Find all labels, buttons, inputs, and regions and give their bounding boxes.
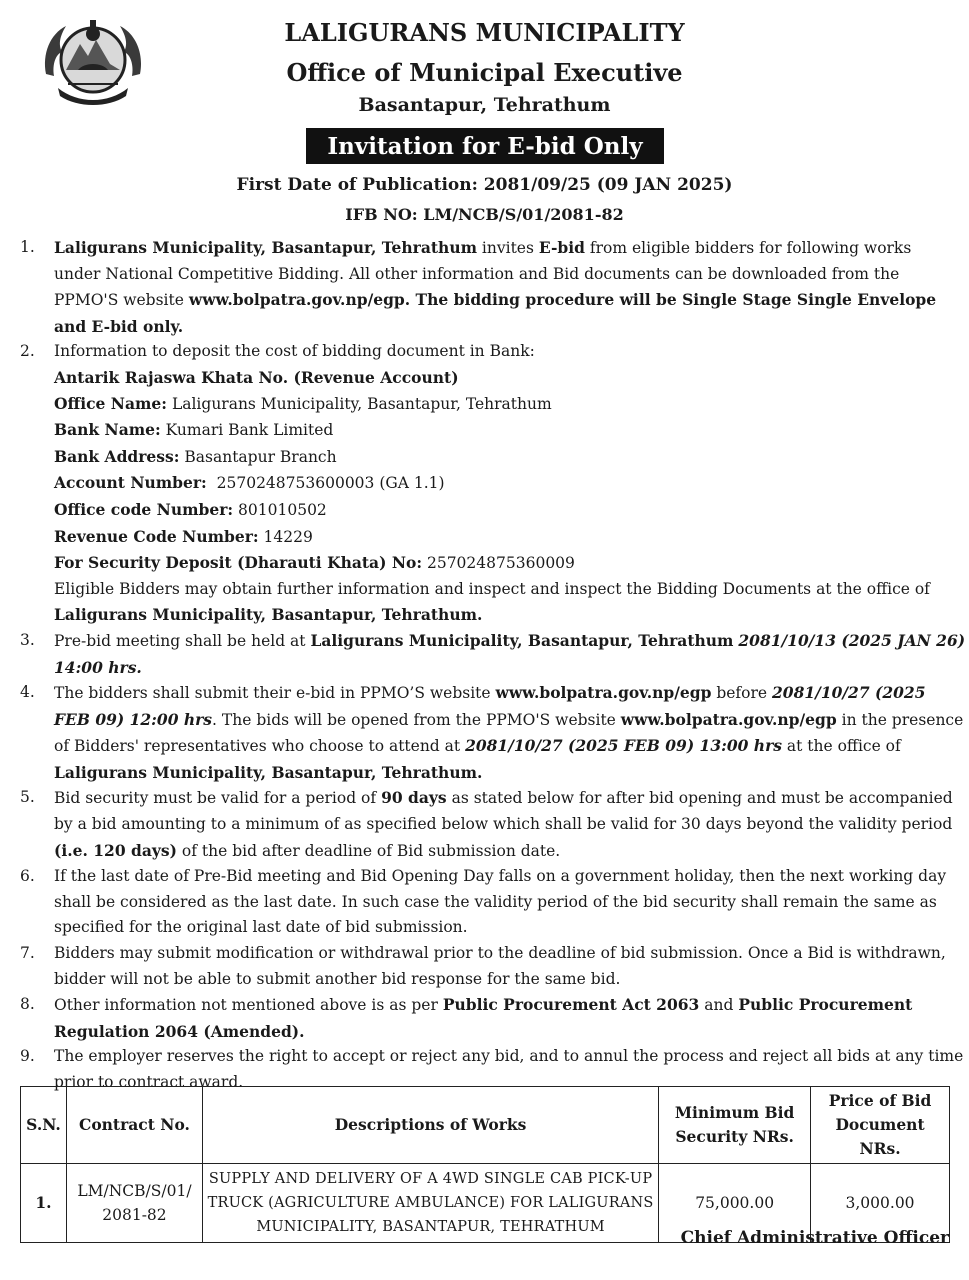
text: Public Procurement — [738, 995, 913, 1015]
field-label: Office Name: — [54, 393, 168, 413]
text: (i.e. 120 days) — [54, 840, 177, 860]
signatory-title: Chief Administrative Officer — [680, 1228, 949, 1248]
text: Other information not mentioned above is as per — [54, 996, 443, 1015]
header-line: Minimum Bid — [674, 1103, 795, 1122]
list-item — [20, 941, 950, 992]
text-line: Laligurans Municipality, Basantapur, Tehrathum. — [54, 762, 483, 782]
text: Bid security must be valid for a period of — [54, 789, 382, 808]
text: 90 days — [381, 788, 447, 808]
text-line: prior to contract award. — [54, 1073, 244, 1091]
list-item — [20, 680, 964, 785]
text: from eligible bidders for following works — [584, 239, 912, 257]
field-value: 801010502 — [233, 500, 327, 519]
text-line: and E-bid only. — [54, 316, 184, 336]
text-line: shall be considered as the last date. In such case the validity period of the bid security shall remain the same as — [54, 892, 937, 911]
field-value: Kumari Bank Limited — [160, 421, 334, 440]
column-header-sn: S.N. — [21, 1087, 67, 1164]
item-number: 8. — [20, 995, 35, 1014]
text-line — [54, 235, 950, 262]
text: Pre-bid meeting shall be held at — [54, 631, 311, 650]
time-text: 14:00 hrs. — [54, 657, 142, 677]
text: . The bidding procedure will be Single Stage Single Envelope — [404, 290, 937, 310]
date-text: FEB 09) 12:00 hrs — [54, 709, 213, 729]
list-item — [20, 339, 950, 628]
office-code-row — [54, 497, 950, 524]
text: . The bids will be opened from the PPMO'S website — [212, 710, 621, 729]
text-line — [54, 838, 950, 865]
cell-description — [202, 1164, 658, 1243]
text-line: Bidders may submit modification or withdrawal prior to the deadline of bid submission. Once a Bid is withdrawn, — [54, 944, 946, 963]
column-header-contract: Contract No. — [66, 1087, 202, 1164]
text-line — [54, 992, 950, 1019]
website-link[interactable]: www.bolpatra.gov.np/egp — [495, 683, 712, 703]
revenue-account-heading: Antarik Rajaswa Khata No. (Revenue Account) — [54, 367, 459, 387]
text-line: If the last date of Pre-Bid meeting and Bid Opening Day falls on a government holiday, then the next working day — [54, 867, 947, 886]
field-label: Bank Address: — [54, 446, 180, 466]
cell-line: MUNICIPALITY, BASANTAPUR, TEHRATHUM — [256, 1219, 605, 1235]
header-line: Security NRs. — [675, 1127, 794, 1146]
text: as stated below for after bid opening and must be accompanied — [446, 789, 953, 808]
item-number: 5. — [20, 788, 35, 807]
ifb-number: IFB NO: LM/NCB/S/01/2081-82 — [345, 205, 624, 224]
list-item — [20, 628, 966, 680]
text: The bidders shall submit their e-bid in PPMO’S website — [54, 684, 496, 703]
item-number: 1. — [20, 238, 35, 256]
field-label: Bank Name: — [54, 420, 161, 440]
text: Laligurans Municipality, Basantapur, Tehrathum — [54, 238, 477, 257]
date-text: 2081/10/27 (2025 FEB 09) 13:00 hrs — [465, 736, 782, 756]
item-number: 3. — [20, 630, 35, 649]
text-line — [54, 287, 950, 314]
text-line — [54, 628, 966, 655]
text: in the presence — [836, 710, 964, 729]
field-label: Account Number: — [54, 473, 207, 493]
bank-address-row — [54, 444, 950, 471]
date-text: 2081/10/13 (2025 JAN 26) — [738, 630, 966, 650]
account-number-row — [54, 470, 950, 497]
field-value: Laligurans Municipality, Basantapur, Tehrathum — [167, 394, 552, 413]
text-line: Information to deposit the cost of bidding document in Bank: — [54, 342, 535, 361]
item-number: 7. — [20, 944, 35, 963]
text-line: under National Competitive Bidding. All other information and Bid documents can be downloaded from the — [54, 264, 900, 283]
cell-document-price: 3,000.00 — [811, 1164, 950, 1243]
text: at the office of — [781, 737, 901, 756]
field-value: 257024875360009 — [422, 554, 575, 573]
cell-line: SUPPLY AND DELIVERY OF A 4WD SINGLE CAB PICK-UP — [208, 1171, 653, 1187]
office-name-row — [54, 391, 950, 418]
publication-date: First Date of Publication: 2081/09/25 (09 JAN 2025) — [236, 175, 733, 195]
text: Public Procurement Act 2063 — [442, 995, 700, 1015]
text-line: Laligurans Municipality, Basantapur, Tehrathum. — [54, 605, 483, 625]
text-line — [54, 733, 950, 760]
revenue-code-row — [54, 524, 950, 551]
list-item — [20, 864, 950, 941]
item-number: 4. — [20, 683, 35, 702]
text: before — [711, 684, 773, 703]
field-value: Basantapur Branch — [179, 447, 337, 466]
cell-line: TRUCK (AGRICULTURE AMBULANCE) FOR LALIGURANS — [207, 1195, 654, 1211]
works-table — [20, 1086, 950, 1243]
list-item — [20, 235, 950, 339]
website-link[interactable]: www.bolpatra.gov.np/egp — [620, 709, 837, 729]
header-line: Price of Bid — [828, 1091, 932, 1110]
text-line — [54, 707, 964, 734]
field-value: 14229 — [258, 527, 313, 546]
security-deposit-row — [54, 550, 950, 577]
text-line: by a bid amounting to a minimum of as specified below which shall be valid for 30 days beyond the validity period — [54, 815, 953, 834]
text: invites — [477, 239, 539, 257]
text: PPMO'S website — [54, 291, 189, 310]
text: Laligurans Municipality, Basantapur, Tehrathum — [310, 630, 734, 650]
field-label: Revenue Code Number: — [54, 526, 259, 546]
date-text: 2081/10/27 (2025 — [772, 683, 926, 703]
list-item — [20, 785, 953, 864]
field-label: For Security Deposit (Dharauti Khata) No: — [54, 553, 423, 573]
column-header-description: Descriptions of Works — [202, 1087, 658, 1164]
notice-title-banner: Invitation for E-bid Only — [306, 128, 664, 164]
text-line: specified for the original last date of bid submission. — [54, 918, 468, 937]
column-header-document-price — [811, 1087, 950, 1164]
text-line — [54, 785, 953, 812]
table-header-row — [21, 1087, 950, 1164]
office-location: Basantapur, Tehrathum — [358, 94, 611, 116]
notice-body — [20, 235, 966, 1096]
text-line: The employer reserves the right to accept or reject any bid, and to annul the process and reject all bids at any time — [54, 1047, 964, 1066]
item-number: 9. — [20, 1047, 35, 1066]
list-item — [20, 992, 950, 1044]
item-number: 2. — [20, 342, 35, 361]
text: of Bidders' representatives who choose to attend at — [54, 737, 466, 756]
text: E-bid — [538, 238, 585, 257]
cell-sn: 1. — [21, 1164, 67, 1243]
office-name: Office of Municipal Executive — [286, 58, 683, 87]
bank-name-row — [54, 417, 950, 444]
item-number: 6. — [20, 867, 35, 886]
municipality-name: LALIGURANS MUNICIPALITY — [284, 18, 685, 47]
text: of the bid after deadline of Bid submission date. — [176, 841, 561, 860]
cell-line: LM/NCB/S/01/ — [77, 1182, 192, 1200]
text: and — [699, 996, 739, 1015]
cell-bid-security: 75,000.00 — [659, 1164, 811, 1243]
header-line: Document NRs. — [835, 1115, 925, 1158]
column-header-bid-security — [659, 1087, 811, 1164]
field-value: 2570248753600003 (GA 1.1) — [206, 474, 445, 493]
text-line: Regulation 2064 (Amended). — [54, 1021, 305, 1041]
cell-line: 2081-82 — [102, 1206, 167, 1224]
field-label: Office code Number: — [54, 499, 234, 519]
website-link[interactable]: www.bolpatra.gov.np/egp — [188, 290, 405, 310]
cell-contract-no — [66, 1164, 202, 1243]
text-line: Eligible Bidders may obtain further information and inspect and inspect the Bidding Documents at the office of — [54, 579, 930, 598]
text-line — [54, 680, 950, 707]
text-line: bidder will not be able to submit another bid response for the same bid. — [54, 969, 621, 988]
